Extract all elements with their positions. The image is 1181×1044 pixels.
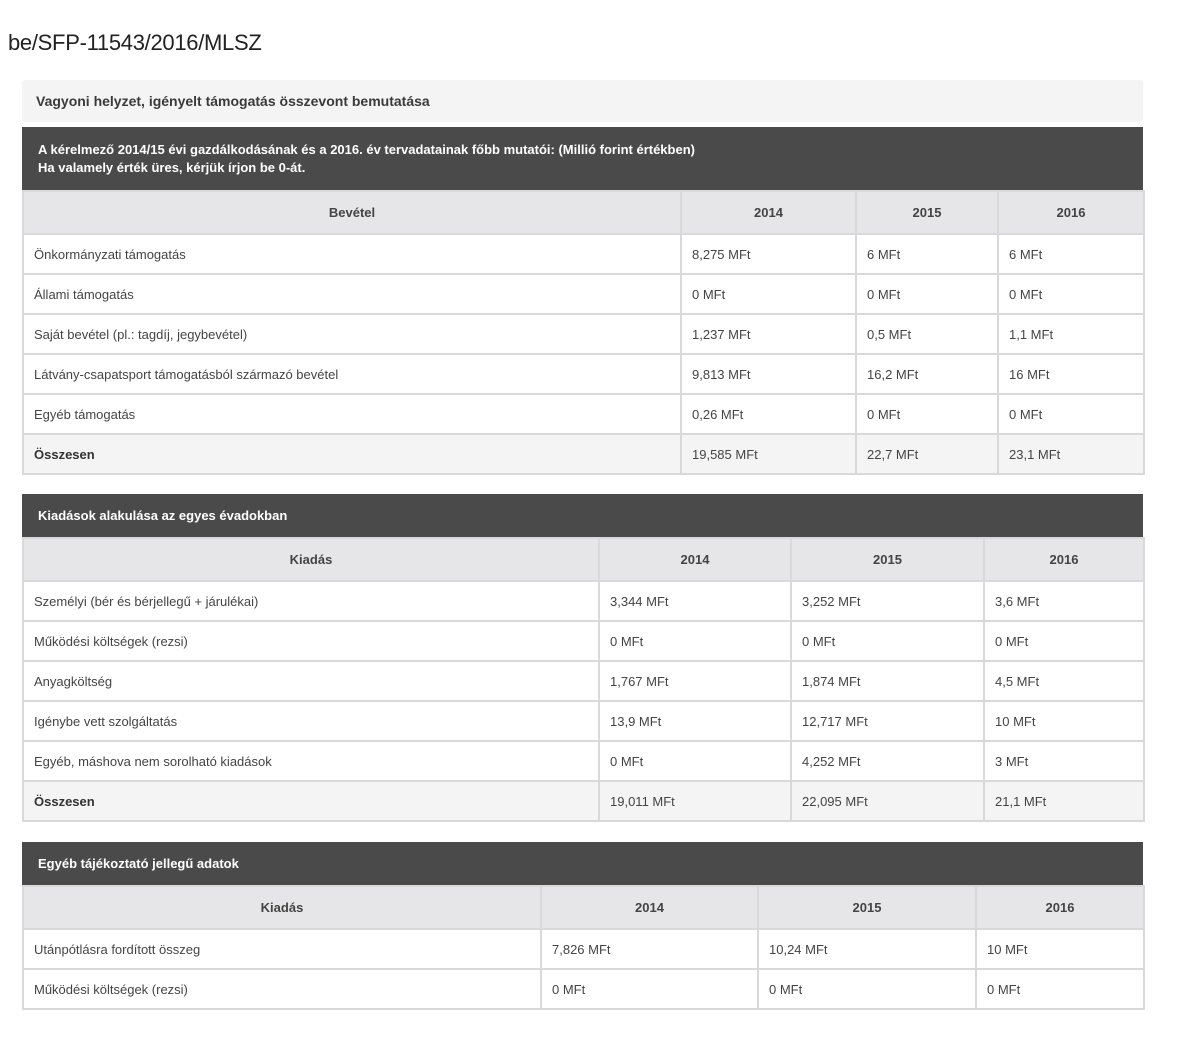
table-row	[23, 314, 1144, 354]
column-header: 2014	[541, 886, 758, 929]
column-header: Bevétel	[23, 191, 681, 234]
cell-value: 1,1 MFt	[998, 314, 1144, 354]
cell-value: 1,767 MFt	[599, 661, 791, 701]
cell-value: 0 MFt	[791, 621, 984, 661]
row-label: Egyéb támogatás	[23, 394, 681, 434]
income-table	[22, 190, 1145, 475]
cell-value: 8,275 MFt	[681, 234, 856, 274]
table-row	[23, 741, 1144, 781]
total-row	[23, 781, 1144, 821]
row-label: Egyéb, máshova nem sorolható kiadások	[23, 741, 599, 781]
row-label: Igénybe vett szolgáltatás	[23, 701, 599, 741]
cell-value: 22,095 MFt	[791, 781, 984, 821]
row-label: Önkormányzati támogatás	[23, 234, 681, 274]
expenses-table-title	[22, 494, 1143, 537]
cell-value: 0 MFt	[856, 274, 998, 314]
column-header: 2016	[976, 886, 1144, 929]
row-label: Személyi (bér és bérjellegű + járulékai)	[23, 581, 599, 621]
table-header-row	[23, 191, 1144, 234]
table-row	[23, 929, 1144, 969]
row-label: Működési költségek (rezsi)	[23, 621, 599, 661]
cell-value: 0,5 MFt	[856, 314, 998, 354]
row-label: Utánpótlásra fordított összeg	[23, 929, 541, 969]
expenses-table-block	[22, 494, 1143, 822]
table-row	[23, 354, 1144, 394]
cell-value: 4,252 MFt	[791, 741, 984, 781]
column-header: 2014	[681, 191, 856, 234]
table-row	[23, 701, 1144, 741]
cell-value: 22,7 MFt	[856, 434, 998, 474]
cell-value: 0 MFt	[984, 621, 1144, 661]
table-row	[23, 274, 1144, 314]
expenses-table	[22, 537, 1145, 822]
cell-value: 1,874 MFt	[791, 661, 984, 701]
other-data-table-block	[22, 842, 1143, 1010]
cell-value: 0 MFt	[758, 969, 976, 1009]
cell-value: 0 MFt	[541, 969, 758, 1009]
row-label: Anyagköltség	[23, 661, 599, 701]
cell-value: 7,826 MFt	[541, 929, 758, 969]
cell-value: 19,585 MFt	[681, 434, 856, 474]
cell-value: 0 MFt	[998, 394, 1144, 434]
cell-value: 19,011 MFt	[599, 781, 791, 821]
cell-value: 0 MFt	[681, 274, 856, 314]
income-title-line-2: Ha valamely érték üres, kérjük írjon be 0-át.	[38, 159, 306, 175]
cell-value: 23,1 MFt	[998, 434, 1144, 474]
cell-value: 1,237 MFt	[681, 314, 856, 354]
section-panel	[22, 80, 1143, 122]
table-row	[23, 581, 1144, 621]
cell-value: 12,717 MFt	[791, 701, 984, 741]
cell-value: 3,252 MFt	[791, 581, 984, 621]
cell-value: 6 MFt	[998, 234, 1144, 274]
expenses-title-line: Kiadások alakulása az egyes évadokban	[38, 507, 288, 523]
other-data-title-line: Egyéb tájékoztató jellegű adatok	[38, 855, 239, 871]
column-header: 2014	[599, 538, 791, 581]
cell-value: 13,9 MFt	[599, 701, 791, 741]
cell-value: 0 MFt	[599, 621, 791, 661]
cell-value: 3 MFt	[984, 741, 1144, 781]
cell-value: 0,26 MFt	[681, 394, 856, 434]
cell-value: 10 MFt	[976, 929, 1144, 969]
income-table-title	[22, 127, 1143, 190]
table-row	[23, 661, 1144, 701]
total-row	[23, 434, 1144, 474]
column-header: Kiadás	[23, 886, 541, 929]
table-row	[23, 969, 1144, 1009]
column-header: 2016	[984, 538, 1144, 581]
row-label: Saját bevétel (pl.: tagdíj, jegybevétel)	[23, 314, 681, 354]
other-data-table-title	[22, 842, 1143, 885]
cell-value: 6 MFt	[856, 234, 998, 274]
table-header-row	[23, 538, 1144, 581]
cell-value: 0 MFt	[856, 394, 998, 434]
cell-value: 3,344 MFt	[599, 581, 791, 621]
cell-value: 4,5 MFt	[984, 661, 1144, 701]
other-data-table	[22, 885, 1145, 1010]
document-id: be/SFP-11543/2016/MLSZ	[8, 30, 262, 55]
column-header: 2015	[758, 886, 976, 929]
column-header: 2016	[998, 191, 1144, 234]
column-header: Kiadás	[23, 538, 599, 581]
table-row	[23, 621, 1144, 661]
table-row	[23, 394, 1144, 434]
section-title: Vagyoni helyzet, igényelt támogatás összevont bemutatása	[36, 93, 430, 109]
cell-value: 16,2 MFt	[856, 354, 998, 394]
income-table-block	[22, 127, 1143, 475]
row-label: Összesen	[23, 781, 599, 821]
cell-value: 0 MFt	[599, 741, 791, 781]
income-title-line-1: A kérelmező 2014/15 évi gazdálkodásának és a 2016. év tervadatainak főbb mutatói: (Millió forint értékben)	[38, 141, 695, 157]
cell-value: 0 MFt	[976, 969, 1144, 1009]
column-header: 2015	[791, 538, 984, 581]
cell-value: 21,1 MFt	[984, 781, 1144, 821]
row-label: Állami támogatás	[23, 274, 681, 314]
cell-value: 10,24 MFt	[758, 929, 976, 969]
table-header-row	[23, 886, 1144, 929]
row-label: Látvány-csapatsport támogatásból származó bevétel	[23, 354, 681, 394]
column-header: 2015	[856, 191, 998, 234]
row-label: Működési költségek (rezsi)	[23, 969, 541, 1009]
cell-value: 0 MFt	[998, 274, 1144, 314]
row-label: Összesen	[23, 434, 681, 474]
cell-value: 10 MFt	[984, 701, 1144, 741]
cell-value: 3,6 MFt	[984, 581, 1144, 621]
cell-value: 16 MFt	[998, 354, 1144, 394]
cell-value: 9,813 MFt	[681, 354, 856, 394]
table-row	[23, 234, 1144, 274]
